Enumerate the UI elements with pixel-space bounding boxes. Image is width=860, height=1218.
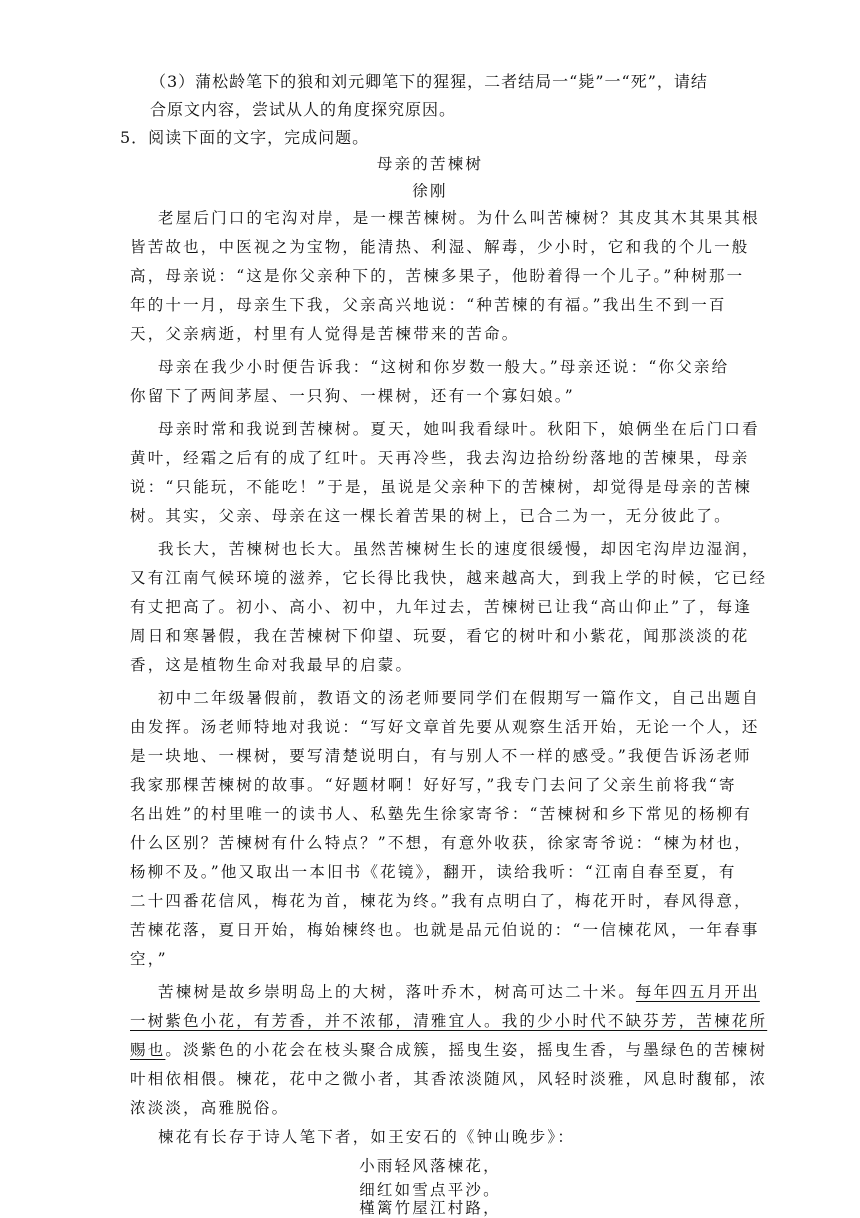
paragraph-line: 空，”: [130, 950, 168, 968]
paragraph-line: 老屋后门口的宅沟对岸，是一棵苦楝树。为什么叫苦楝树？其皮其木其果其根: [158, 209, 760, 227]
question-line: （3）蒲松龄笔下的狼和刘元卿笔下的猩猩，二者结局一“毙”一“死”，请结: [150, 72, 708, 91]
task-instruction: 5．阅读下面的文字，完成问题。: [120, 128, 370, 147]
paragraph-line: 母亲在我少小时便告诉我：“这树和你岁数一般大。”母亲还说：“你父亲给: [158, 358, 730, 376]
article-author: 徐刚: [412, 182, 448, 200]
paragraph-line: 你留下了两间茅屋、一只狗、一棵树，还有一个寡妇娘。”: [130, 387, 575, 405]
paragraph-line: 说：“只能玩，不能吃！”于是，虽说是父亲种下的苦楝树，却觉得是母亲的苦楝: [130, 478, 753, 496]
plain-text: 苦楝树是故乡崇明岛上的大树，落叶乔木，树高可达二十米。: [158, 983, 636, 1001]
underlined-passage: 每年四五月开出: [635, 983, 760, 1001]
paragraph-line: 皆苦故也，中医视之为宝物，能清热、利湿、解毒，少小时，它和我的个儿一般: [130, 238, 750, 256]
paragraph-line: 二十四番花信风，梅花为首，楝花为终。”我有点明白了，梅花开时，春风得意，: [130, 892, 752, 910]
paragraph-line: 周日和寒暑假，我在苦楝树下仰望、玩耍，看它的树叶和小紫花，闻那淡淡的花: [130, 627, 750, 645]
underlined-passage: 赐也: [130, 1041, 166, 1059]
paragraph-line: 又有江南气候环境的滋养，它长得比我快，越来越高大，到我上学的时候，它已经: [130, 569, 768, 587]
paragraph-line: [130, 1040, 767, 1060]
plain-text: 。淡紫色的小花会在枝头聚合成簇，摇曳生姿，摇曳生香，与墨绿色的苦楝树: [165, 1041, 768, 1059]
paragraph-line: 我家那棵苦楝树的故事。“好题材啊！好好写，”我专门去问了父亲生前将我“寄: [130, 776, 737, 794]
paragraph-line: 我长大，苦楝树也长大。虽然苦楝树生长的速度很缓慢，却因宅沟岸边湿润，: [158, 540, 760, 558]
paragraph-line: 杨柳不及。”他又取出一本旧书《花镜》，翻开，读给我听：“江南自春至夏，有: [130, 863, 737, 881]
underlined-passage: 一树紫色小花，有芳香，并不浓郁，清雅宜人。我的少小时代不缺芬芳，苦楝花所: [130, 1012, 768, 1030]
paragraph-line: 香，这是植物生命对我最早的启蒙。: [130, 656, 414, 674]
paragraph-line: 高，母亲说：“这是你父亲种下的，苦楝多果子，他盼着得一个儿子。”种树那一: [130, 267, 745, 285]
paragraph-line: 初中二年级暑假前，教语文的汤老师要同学们在假期写一篇作文，自己出题自: [158, 689, 760, 707]
question-line: 合原文内容，尝试从人的角度探究原因。: [150, 100, 457, 119]
poem-line: 小雨轻风落楝花，: [359, 1157, 501, 1175]
article-title: 母亲的苦楝树: [376, 155, 484, 173]
paragraph-line: 叶相依相偎。楝花，花中之微小者，其香浓淡随风，风轻时淡雅，风息时馥郁，浓: [130, 1070, 768, 1088]
paragraph-line: 浓淡淡，高雅脱俗。: [130, 1099, 290, 1117]
paragraph-line: [158, 982, 760, 1002]
paragraph-line: [130, 1011, 767, 1031]
paragraph-line: 是一块地、一棵树，要写清楚说明白，有与别人不一样的感受。”我便告诉汤老师: [130, 747, 752, 765]
paragraph-line: 名出姓”的村里唯一的读书人、私塾先生徐家寄爷：“苦楝树和乡下常见的杨柳有: [130, 805, 753, 823]
paragraph-line: 苦楝花落，夏日开始，梅始楝终也。也就是品元伯说的：“一信楝花风，一年春事: [130, 921, 760, 939]
paragraph-line: 天，父亲病逝，村里有人觉得是苦楝带来的苦命。: [130, 325, 520, 343]
paragraph-line: 楝花有长存于诗人笔下者，如王安石的《钟山晚步》：: [158, 1128, 576, 1146]
poem-line: 细红如雪点平沙。: [359, 1181, 501, 1199]
paragraph-line: 母亲时常和我说到苦楝树。夏天，她叫我看绿叶。秋阳下，娘俩坐在后门口看: [158, 420, 760, 438]
paragraph-line: 黄叶，经霜之后有的成了红叶。天再冷些，我去沟边拾纷纷落地的苦楝果，母亲: [130, 449, 750, 467]
paragraph-line: 由发挥。汤老师特地对我说：“写好文章首先要从观察生活开始，无论一个人，还: [130, 718, 760, 736]
paragraph-line: 年的十一月，母亲生下我，父亲高兴地说：“种苦楝的有福。”我出生不到一百: [130, 296, 727, 314]
paragraph-line: 什么区别？苦楝树有什么特点？”不想，有意外收获，徐家寄爷说：“楝为材也，: [130, 834, 753, 852]
paragraph-line: 有丈把高了。初小、高小、初中，九年过去，苦楝树已让我“高山仰止”了，每逢: [130, 598, 753, 616]
poem-line: 槿篱竹屋江村路，: [359, 1199, 501, 1217]
paragraph-line: 树。其实，父亲、母亲在这一棵长着苦果的树上，已合二为一，无分彼此了。: [130, 507, 732, 525]
